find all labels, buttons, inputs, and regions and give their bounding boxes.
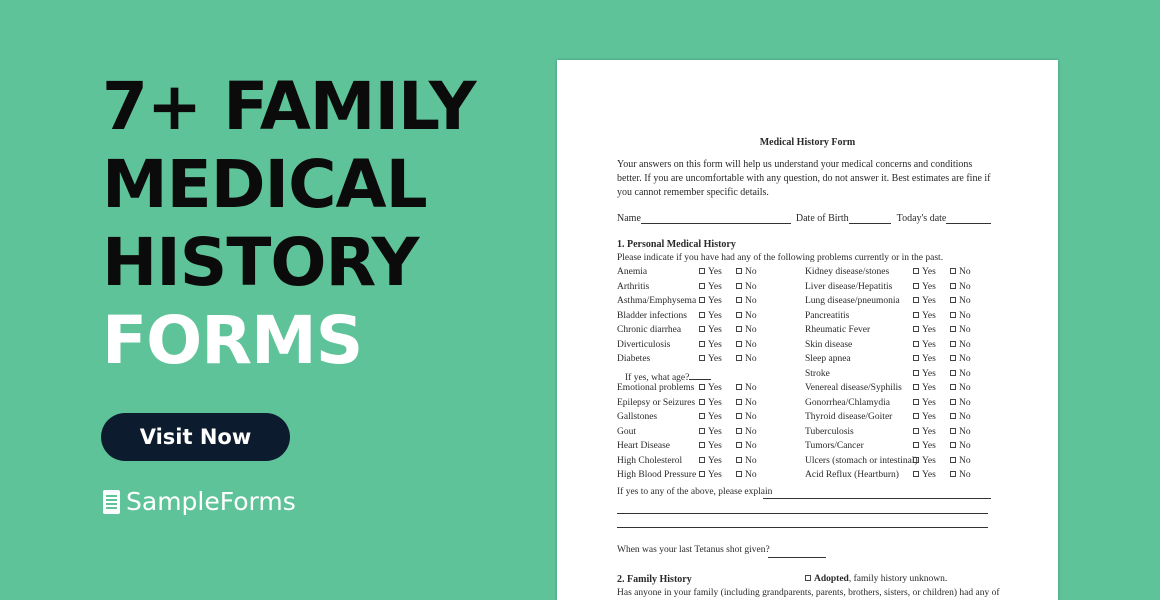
yes-label: Yes xyxy=(922,267,936,277)
yes-label: Yes xyxy=(708,412,722,422)
checkbox-icon xyxy=(699,341,705,347)
checkbox-icon xyxy=(950,326,956,332)
condition-name: High Cholesterol xyxy=(617,455,683,466)
yes-label: Yes xyxy=(708,383,722,393)
yes-label: Yes xyxy=(922,368,936,379)
checkbox-icon xyxy=(699,428,705,434)
name-dob-line xyxy=(617,213,993,224)
condition-name: Emotional problems xyxy=(617,383,695,393)
checkbox-icon xyxy=(699,312,705,318)
no-label: No xyxy=(959,470,971,480)
condition-row xyxy=(617,412,757,427)
yes-label: Yes xyxy=(708,267,722,277)
brand-logo[interactable] xyxy=(103,487,296,516)
age-field xyxy=(689,369,711,380)
condition-row xyxy=(805,397,971,413)
no-label: No xyxy=(745,383,757,393)
condition-name: Chronic diarrhea xyxy=(617,325,682,335)
form-intro: Your answers on this form will help us understand your medical concerns and conditions better. If you are uncomfortable with any question, do not answer it. Best estimates are fine if you cannot remember specific details. xyxy=(617,159,991,198)
yes-label: Yes xyxy=(922,455,936,466)
condition-row xyxy=(805,267,971,282)
checkbox-icon xyxy=(699,442,705,448)
adopted-label: Adopted xyxy=(814,574,849,584)
checkbox-icon xyxy=(913,297,919,303)
family-question: Has anyone in your family (including grandparents, parents, brothers, sisters, or children) had any of xyxy=(617,588,1000,598)
no-label: No xyxy=(959,339,971,350)
no-option[interactable] xyxy=(950,398,971,408)
yes-label: Yes xyxy=(922,310,936,321)
yes-label: Yes xyxy=(708,354,722,364)
yes-option[interactable] xyxy=(913,441,936,451)
condition-name: Venereal disease/Syphilis xyxy=(805,383,902,393)
no-label: No xyxy=(745,267,757,277)
condition-row xyxy=(617,383,757,398)
yes-option[interactable] xyxy=(913,267,936,277)
yes-option[interactable] xyxy=(699,311,722,321)
yes-option[interactable] xyxy=(913,282,936,292)
yes-option[interactable] xyxy=(699,296,722,306)
no-option[interactable] xyxy=(736,296,757,306)
condition-row xyxy=(805,325,971,340)
condition-row xyxy=(805,296,971,311)
condition-name: Rheumatic Fever xyxy=(805,325,871,335)
adopted-line xyxy=(805,574,947,584)
no-label: No xyxy=(745,325,757,335)
dob-label: Date of Birth xyxy=(795,213,849,224)
form-title: Medical History Form xyxy=(759,137,856,148)
condition-name: Diabetes xyxy=(617,354,651,364)
checkbox-icon xyxy=(913,326,919,332)
checkbox-icon xyxy=(736,283,742,289)
yes-label: Yes xyxy=(708,310,722,321)
no-option[interactable] xyxy=(736,398,757,408)
today-label: Today's date xyxy=(896,213,947,224)
no-option[interactable] xyxy=(950,412,971,422)
condition-row xyxy=(805,441,971,456)
headline-line-3: HISTORY xyxy=(102,224,419,301)
condition-name: Heart Disease xyxy=(617,441,671,451)
checkbox-icon xyxy=(950,413,956,419)
no-option[interactable] xyxy=(736,340,757,350)
yes-option[interactable] xyxy=(913,340,936,350)
condition-name: Acid Reflux (Heartburn) xyxy=(805,470,899,480)
no-option[interactable] xyxy=(736,427,757,437)
condition-name: Pancreatitis xyxy=(805,310,850,321)
yes-label: Yes xyxy=(708,397,722,408)
yes-option[interactable] xyxy=(913,311,936,321)
brand-name: SampleForms xyxy=(126,487,296,516)
checkbox-icon xyxy=(699,457,705,463)
no-option[interactable] xyxy=(950,470,971,480)
condition-row xyxy=(805,383,971,398)
yes-option[interactable] xyxy=(913,354,936,364)
checkbox-icon xyxy=(913,370,919,376)
name-field xyxy=(641,213,791,224)
dob-field xyxy=(849,213,891,224)
yes-label: Yes xyxy=(922,397,936,408)
checkbox-icon xyxy=(913,399,919,405)
condition-row xyxy=(617,470,757,485)
today-field xyxy=(946,213,991,224)
checkbox-icon xyxy=(913,457,919,463)
yes-label: Yes xyxy=(922,281,936,292)
checkbox-icon xyxy=(913,471,919,477)
age-label: If yes, what age? xyxy=(625,372,690,383)
no-option[interactable] xyxy=(950,456,971,466)
no-option[interactable] xyxy=(950,296,971,306)
checkbox-icon xyxy=(699,413,705,419)
condition-name: Gonorrhea/Chlamydia xyxy=(805,397,890,408)
yes-option[interactable] xyxy=(913,369,936,379)
yes-option[interactable] xyxy=(699,470,722,480)
name-label: Name xyxy=(617,213,641,224)
condition-name: Lung disease/pneumonia xyxy=(805,296,900,306)
no-label: No xyxy=(745,296,757,306)
condition-name: Epilepsy or Seizures xyxy=(617,397,696,408)
checkbox-icon xyxy=(699,297,705,303)
condition-row xyxy=(617,354,757,369)
no-option[interactable] xyxy=(950,311,971,321)
section-1-title: 1. Personal Medical History xyxy=(617,239,736,250)
no-label: No xyxy=(959,354,971,364)
yes-label: Yes xyxy=(708,339,722,350)
checkbox-icon xyxy=(699,471,705,477)
condition-row xyxy=(805,310,971,326)
checkbox-icon xyxy=(736,341,742,347)
checkbox-icon xyxy=(736,442,742,448)
checkbox-icon xyxy=(950,268,956,274)
yes-option[interactable] xyxy=(699,267,722,277)
no-label: No xyxy=(745,339,757,350)
no-label: No xyxy=(959,368,971,379)
no-option[interactable] xyxy=(950,441,971,451)
yes-option[interactable] xyxy=(913,427,936,437)
no-label: No xyxy=(959,412,971,422)
checkbox-icon xyxy=(950,428,956,434)
no-label: No xyxy=(959,310,971,321)
condition-name: Anemia xyxy=(617,267,648,277)
condition-name: Skin disease xyxy=(805,339,853,350)
checkbox-icon xyxy=(736,413,742,419)
condition-row xyxy=(805,426,971,442)
no-label: No xyxy=(959,397,971,408)
checkbox-icon xyxy=(950,312,956,318)
yes-option[interactable] xyxy=(699,325,722,335)
checkbox-icon xyxy=(950,370,956,376)
condition-row xyxy=(805,354,971,369)
yes-label: Yes xyxy=(708,441,722,451)
condition-name: Asthma/Emphysema xyxy=(617,296,697,306)
condition-name: Liver disease/Hepatitis xyxy=(805,281,893,292)
no-label: No xyxy=(745,455,757,466)
yes-label: Yes xyxy=(708,296,722,306)
condition-name: Thyroid disease/Goiter xyxy=(805,412,893,422)
checkbox-icon xyxy=(950,355,956,361)
checkbox-icon xyxy=(950,297,956,303)
document-icon xyxy=(103,490,120,514)
checkbox-icon xyxy=(736,312,742,318)
yes-option[interactable] xyxy=(913,296,936,306)
checkbox-icon xyxy=(950,384,956,390)
yes-label: Yes xyxy=(922,325,936,335)
yes-option[interactable] xyxy=(913,412,936,422)
yes-option[interactable] xyxy=(913,383,936,393)
no-label: No xyxy=(959,383,971,393)
checkbox-icon xyxy=(913,355,919,361)
checkbox-icon xyxy=(699,283,705,289)
yes-label: Yes xyxy=(922,339,936,350)
condition-row xyxy=(617,281,757,297)
yes-label: Yes xyxy=(922,383,936,393)
adopted-rest: , family history unknown. xyxy=(848,574,948,584)
condition-name: Diverticulosis xyxy=(617,339,671,350)
checkbox-icon xyxy=(699,326,705,332)
age-question xyxy=(625,369,711,383)
yes-label: Yes xyxy=(708,470,722,480)
checkbox-icon xyxy=(805,575,811,581)
yes-option[interactable] xyxy=(699,340,722,350)
no-option[interactable] xyxy=(736,470,757,480)
checkbox-icon xyxy=(699,384,705,390)
no-option[interactable] xyxy=(736,441,757,451)
no-label: No xyxy=(959,325,971,335)
yes-option[interactable] xyxy=(699,456,722,466)
checkbox-icon xyxy=(736,384,742,390)
no-label: No xyxy=(959,296,971,306)
checkbox-icon xyxy=(699,399,705,405)
no-option[interactable] xyxy=(950,369,971,379)
checkbox-icon xyxy=(950,457,956,463)
condition-row xyxy=(805,339,971,355)
explain-label: If yes to any of the above, please explain xyxy=(617,487,773,497)
checkbox-icon xyxy=(950,283,956,289)
condition-name: High Blood Pressure xyxy=(617,470,697,480)
no-option[interactable] xyxy=(950,325,971,335)
no-option[interactable] xyxy=(736,383,757,393)
checkbox-icon xyxy=(950,341,956,347)
no-option[interactable] xyxy=(736,311,757,321)
condition-row xyxy=(805,368,971,384)
checkbox-icon xyxy=(913,341,919,347)
condition-name: Stroke xyxy=(805,368,830,379)
condition-name: Bladder infections xyxy=(617,310,687,321)
yes-label: Yes xyxy=(708,426,722,437)
no-label: No xyxy=(745,310,757,321)
yes-option[interactable] xyxy=(699,412,722,422)
no-option[interactable] xyxy=(736,412,757,422)
no-label: No xyxy=(745,412,757,422)
tetanus-line xyxy=(768,557,826,558)
condition-row xyxy=(617,455,757,471)
yes-label: Yes xyxy=(922,412,936,422)
checkbox-icon xyxy=(699,268,705,274)
no-label: No xyxy=(959,267,971,277)
yes-option[interactable] xyxy=(699,441,722,451)
no-option[interactable] xyxy=(736,267,757,277)
condition-row xyxy=(617,325,757,340)
yes-option[interactable] xyxy=(913,325,936,335)
condition-row xyxy=(805,470,971,485)
no-option[interactable] xyxy=(736,325,757,335)
yes-option[interactable] xyxy=(699,354,722,364)
checkbox-icon xyxy=(913,312,919,318)
checkbox-icon xyxy=(950,471,956,477)
headline-line-2: MEDICAL xyxy=(102,146,427,223)
no-label: No xyxy=(745,397,757,408)
no-label: No xyxy=(959,426,971,437)
yes-option[interactable] xyxy=(913,456,936,466)
checkbox-icon xyxy=(736,399,742,405)
condition-row xyxy=(617,296,757,311)
checkbox-icon xyxy=(913,268,919,274)
no-label: No xyxy=(745,281,757,292)
condition-name: Ulcers (stomach or intestinal) xyxy=(805,455,918,466)
section-2-title: 2. Family History xyxy=(617,574,692,585)
yes-label: Yes xyxy=(708,455,722,466)
checkbox-icon xyxy=(736,457,742,463)
no-option[interactable] xyxy=(950,282,971,292)
form-preview[interactable] xyxy=(557,60,1058,600)
no-label: No xyxy=(745,354,757,364)
yes-option[interactable] xyxy=(913,398,936,408)
condition-name: Tumors/Cancer xyxy=(805,441,864,451)
condition-name: Gout xyxy=(617,426,636,437)
condition-row xyxy=(617,426,757,442)
condition-row xyxy=(805,412,971,427)
no-option[interactable] xyxy=(950,267,971,277)
yes-label: Yes xyxy=(922,470,936,480)
condition-row xyxy=(617,339,757,355)
condition-row xyxy=(805,455,971,471)
no-option[interactable] xyxy=(736,456,757,466)
checkbox-icon xyxy=(913,428,919,434)
explain-line-2 xyxy=(617,513,988,514)
checkbox-icon xyxy=(736,326,742,332)
checkbox-icon xyxy=(736,355,742,361)
no-option[interactable] xyxy=(950,340,971,350)
no-label: No xyxy=(745,441,757,451)
no-option[interactable] xyxy=(950,354,971,364)
explain-line-1 xyxy=(763,498,991,499)
checkbox-icon xyxy=(736,297,742,303)
condition-name: Gallstones xyxy=(617,412,658,422)
condition-row xyxy=(617,267,757,282)
checkbox-icon xyxy=(699,355,705,361)
condition-row xyxy=(805,281,971,297)
no-label: No xyxy=(959,281,971,292)
condition-name: Arthritis xyxy=(617,281,650,292)
yes-label: Yes xyxy=(922,426,936,437)
no-label: No xyxy=(959,441,971,451)
yes-option[interactable] xyxy=(699,282,722,292)
condition-name: Tuberculosis xyxy=(805,426,854,437)
yes-label: Yes xyxy=(922,354,936,364)
headline xyxy=(102,68,476,380)
checkbox-icon xyxy=(913,442,919,448)
no-option[interactable] xyxy=(950,383,971,393)
checkbox-icon xyxy=(950,442,956,448)
condition-name: Sleep apnea xyxy=(805,354,851,364)
no-label: No xyxy=(959,455,971,466)
no-option[interactable] xyxy=(950,427,971,437)
yes-option[interactable] xyxy=(699,383,722,393)
no-label: No xyxy=(745,470,757,480)
yes-option[interactable] xyxy=(699,398,722,408)
explain-line-3 xyxy=(617,527,988,528)
yes-option[interactable] xyxy=(913,470,936,480)
condition-row xyxy=(617,441,757,456)
yes-label: Yes xyxy=(708,325,722,335)
condition-row xyxy=(617,310,757,326)
no-option[interactable] xyxy=(736,282,757,292)
checkbox-icon xyxy=(736,471,742,477)
headline-line-4: FORMS xyxy=(102,302,363,379)
no-option[interactable] xyxy=(736,354,757,364)
yes-label: Yes xyxy=(708,281,722,292)
yes-option[interactable] xyxy=(699,427,722,437)
section-1-subtitle: Please indicate if you have had any of the following problems currently or in the past. xyxy=(617,253,944,263)
headline-line-1: 7+ FAMILY xyxy=(102,68,476,145)
visit-now-button[interactable]: Visit Now xyxy=(101,413,290,461)
no-label: No xyxy=(745,426,757,437)
checkbox-icon xyxy=(950,399,956,405)
checkbox-icon xyxy=(736,428,742,434)
checkbox-icon xyxy=(913,384,919,390)
tetanus-label: When was your last Tetanus shot given? xyxy=(617,545,770,555)
checkbox-icon xyxy=(736,268,742,274)
yes-label: Yes xyxy=(922,296,936,306)
condition-name: Kidney disease/stones xyxy=(805,267,890,277)
checkbox-icon xyxy=(913,413,919,419)
yes-label: Yes xyxy=(922,441,936,451)
condition-row xyxy=(617,397,757,413)
checkbox-icon xyxy=(913,283,919,289)
